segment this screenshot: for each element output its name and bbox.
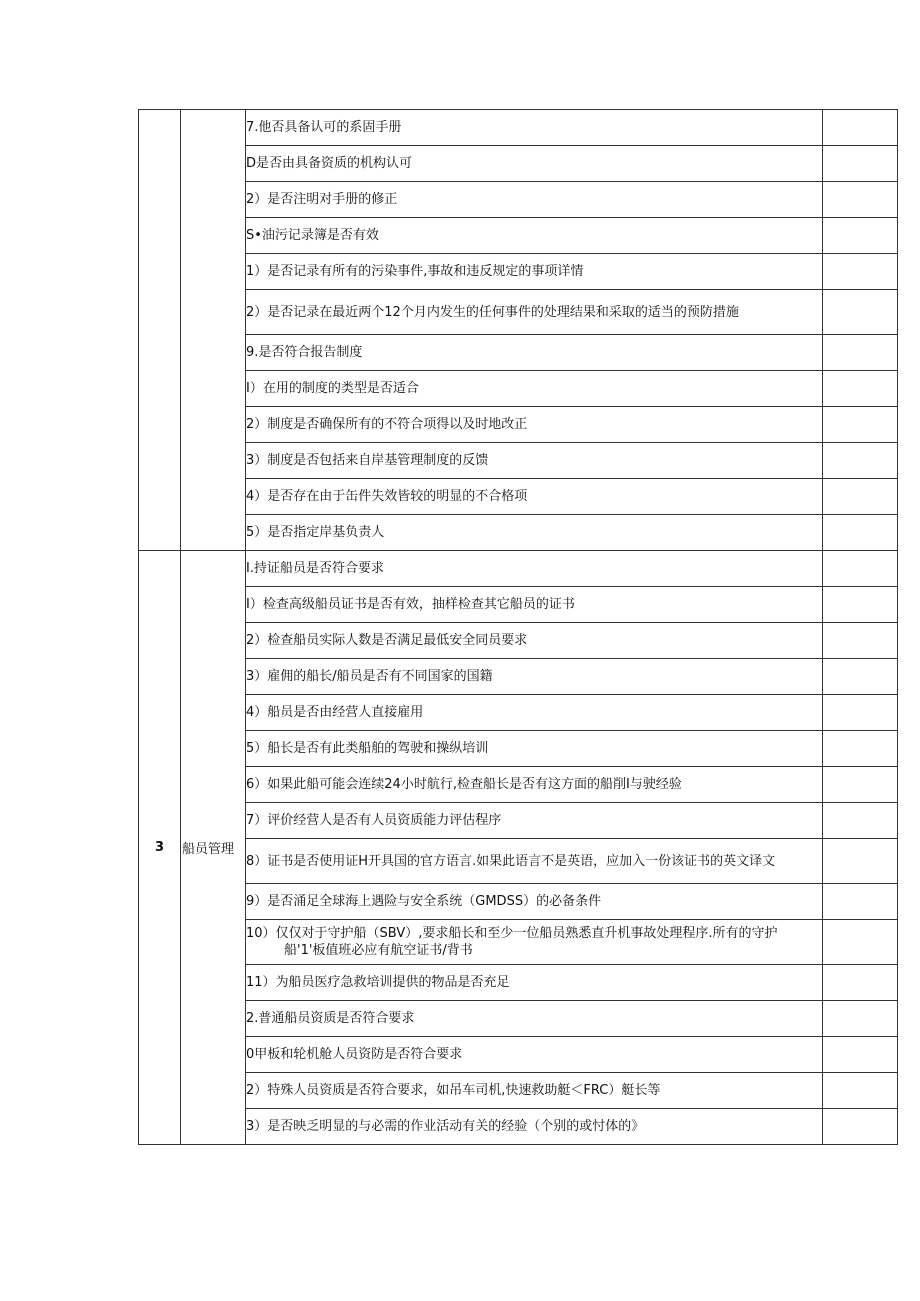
result-cell[interactable] — [823, 587, 898, 623]
table-row — [139, 371, 898, 407]
table-row — [139, 695, 898, 731]
result-cell[interactable] — [823, 965, 898, 1001]
check-item: 7）评价经营人是否有人员资质能力评估程序 — [246, 803, 823, 839]
table-row — [139, 623, 898, 659]
check-item: 4）船员是否由经营人直接雇用 — [246, 695, 823, 731]
table-row — [139, 290, 898, 335]
section-number — [139, 110, 181, 551]
table-row — [139, 839, 898, 884]
result-cell[interactable] — [823, 551, 898, 587]
result-cell[interactable] — [823, 290, 898, 335]
check-item: 8）证书是否使用证H开具国的官方语言.如果此语言不是英语，应加入一份该证书的英文译文 — [246, 839, 823, 884]
result-cell[interactable] — [823, 335, 898, 371]
result-cell[interactable] — [823, 839, 898, 884]
table-row — [139, 110, 898, 146]
check-item: 6）如果此船可能会连续24小时航行,检查船长是否有这方面的船削I与驶经验 — [246, 767, 823, 803]
result-cell[interactable] — [823, 443, 898, 479]
section-number: 3 — [139, 551, 181, 1145]
result-cell[interactable] — [823, 731, 898, 767]
table-row — [139, 335, 898, 371]
check-item: 9）是否涌足全球海上遇险与安全系统（GMDSS）的必备条件 — [246, 884, 823, 920]
result-cell[interactable] — [823, 659, 898, 695]
result-cell[interactable] — [823, 1073, 898, 1109]
table-row — [139, 254, 898, 290]
table-row — [139, 551, 898, 587]
table-row — [139, 659, 898, 695]
result-cell[interactable] — [823, 884, 898, 920]
check-item: 2）检查船员实际人数是否满足最低安全同员要求 — [246, 623, 823, 659]
check-item: 1）是否记录有所有的污染事件,事故和违反规定的事项详情 — [246, 254, 823, 290]
table-row — [139, 515, 898, 551]
result-cell[interactable] — [823, 1037, 898, 1073]
table-row — [139, 587, 898, 623]
result-cell[interactable] — [823, 146, 898, 182]
check-item: 5）船长是否有此类船舶的驾驶和操纵培训 — [246, 731, 823, 767]
table-row — [139, 1073, 898, 1109]
table-row — [139, 731, 898, 767]
result-cell[interactable] — [823, 254, 898, 290]
table-row — [139, 1037, 898, 1073]
result-cell[interactable] — [823, 407, 898, 443]
check-item: 2）制度是否确保所有的不符合项得以及时地改正 — [246, 407, 823, 443]
table-row — [139, 767, 898, 803]
result-cell[interactable] — [823, 218, 898, 254]
table-row — [139, 884, 898, 920]
check-item: 11）为船员医疗急救培训提供的物品是否充足 — [246, 965, 823, 1001]
table-row — [139, 803, 898, 839]
check-item: 2）特殊人员资质是否符合要求，如吊车司机,快速救助艇＜FRC）艇长等 — [246, 1073, 823, 1109]
result-cell[interactable] — [823, 695, 898, 731]
table-row — [139, 443, 898, 479]
section-category: 船员管理 — [181, 551, 246, 1145]
table-row — [139, 1001, 898, 1037]
checklist-table — [138, 109, 898, 1145]
result-cell[interactable] — [823, 803, 898, 839]
table-row — [139, 146, 898, 182]
result-cell[interactable] — [823, 767, 898, 803]
result-cell[interactable] — [823, 182, 898, 218]
check-item: S•油污记录簿是否有效 — [246, 218, 823, 254]
check-item: 2）是否注明对手册的修正 — [246, 182, 823, 218]
table-row — [139, 479, 898, 515]
check-item: I）在用的制度的类型是否适合 — [246, 371, 823, 407]
table-row — [139, 218, 898, 254]
check-item: 10）仅仅对于守护船（SBV）,要求船长和至少一位船员熟悉直升机事故处理程序.所有的守护船'1'板值班必应有航空证书/背书 — [246, 920, 823, 965]
check-item: 2.普通船员资质是否符合要求 — [246, 1001, 823, 1037]
check-item: 9.是否符合报告制度 — [246, 335, 823, 371]
table-row — [139, 965, 898, 1001]
table-row — [139, 407, 898, 443]
check-item: I）检查高级船员证书是否有效，抽样检查其它船员的证书 — [246, 587, 823, 623]
section-category — [181, 110, 246, 551]
check-item: 3）雇佣的船长/船员是否有不同国家的国籍 — [246, 659, 823, 695]
result-cell[interactable] — [823, 479, 898, 515]
result-cell[interactable] — [823, 515, 898, 551]
table-row — [139, 182, 898, 218]
result-cell[interactable] — [823, 371, 898, 407]
check-item: 2）是否记录在最近两个12个月内发生的任何事件的处理结果和采取的适当的预防措施 — [246, 290, 823, 335]
check-item: 3）是否映乏明显的与必需的作业活动有关的经验（个别的或忖体的》 — [246, 1109, 823, 1145]
result-cell[interactable] — [823, 920, 898, 965]
table-row — [139, 920, 898, 965]
check-item: I.持证船员是否符合要求 — [246, 551, 823, 587]
result-cell[interactable] — [823, 1109, 898, 1145]
check-item: 0甲板和轮机舱人员资防是否符合要求 — [246, 1037, 823, 1073]
check-item: D是否由具备资质的机构认可 — [246, 146, 823, 182]
result-cell[interactable] — [823, 110, 898, 146]
check-item: 4）是否存在由于缶件失效皆较的明显的不合格项 — [246, 479, 823, 515]
result-cell[interactable] — [823, 623, 898, 659]
check-item: 7.他否具备认可的系固手册 — [246, 110, 823, 146]
check-item: 3）制度是否包括来自岸基管理制度的反馈 — [246, 443, 823, 479]
result-cell[interactable] — [823, 1001, 898, 1037]
table-row — [139, 1109, 898, 1145]
check-item: 5）是否指定岸基负责人 — [246, 515, 823, 551]
